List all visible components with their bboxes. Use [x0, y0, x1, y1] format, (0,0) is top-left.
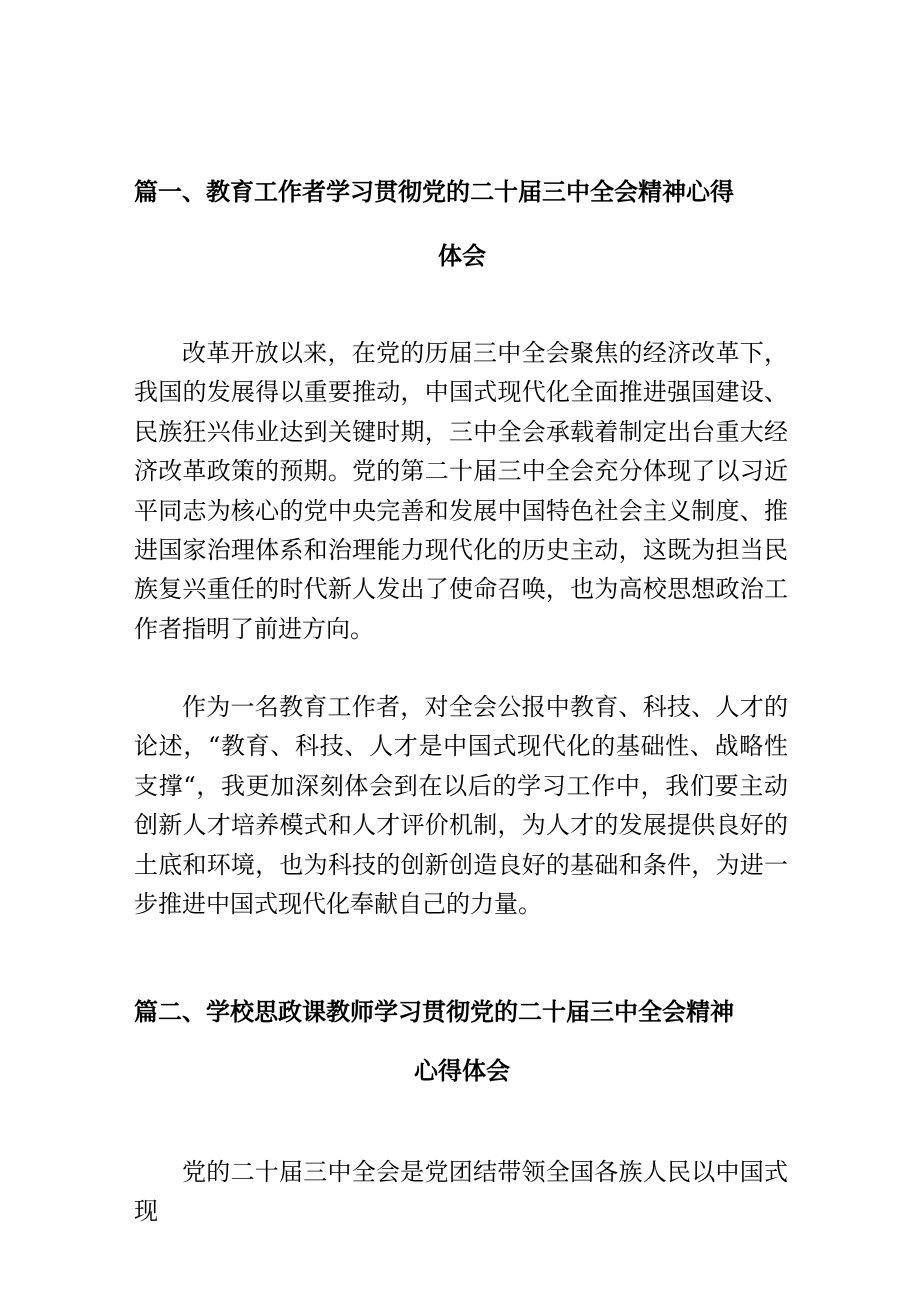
section2-title-line1: 篇二、学校思政课教师学习贯彻党的二十届三中全会精神 [134, 997, 734, 1026]
section2-paragraph-1: 党的二十届三中全会是党团结带领全国各族人民以中国式现 [134, 1158, 788, 1226]
section2-title-line2: 心得体会 [414, 1056, 510, 1085]
section1-paragraph-2: 作为一名教育工作者，对全会公报中教育、科技、人才的论述，“教育、科技、人才是中国式现代化的基础性、战略性支撑“，我更加深刻体会到在以后的学习工作中，我们要主动创新人才培养模式和人才评价机制，为人才的发展提供良好的土底和环境，也为科技的创新创造良好的基础和条件，为进一步推进中国式现代化奉献自己的力量。 [134, 693, 788, 919]
section1-title-line1: 篇一、教育工作者学习贯彻党的二十届三中全会精神心得 [134, 177, 734, 206]
section1-title-line2: 体会 [438, 241, 486, 270]
section1-paragraph-1: 改革开放以来，在党的历届三中全会聚焦的经济改革下，我国的发展得以重要推动，中国式现代化全面推进强国建设、民族狂兴伟业达到关键时期，三中全会承载着制定出台重大经济改革政策的预期。党的第二十届三中全会充分体现了以习近平同志为核心的党中央完善和发展中国特色社会主义制度、推进国家治理体系和治理能力现代化的历史主动，这既为担当民族复兴重任的时代新人发出了使命召唤，也为高校思想政治工作者指明了前进方向。 [134, 339, 788, 643]
